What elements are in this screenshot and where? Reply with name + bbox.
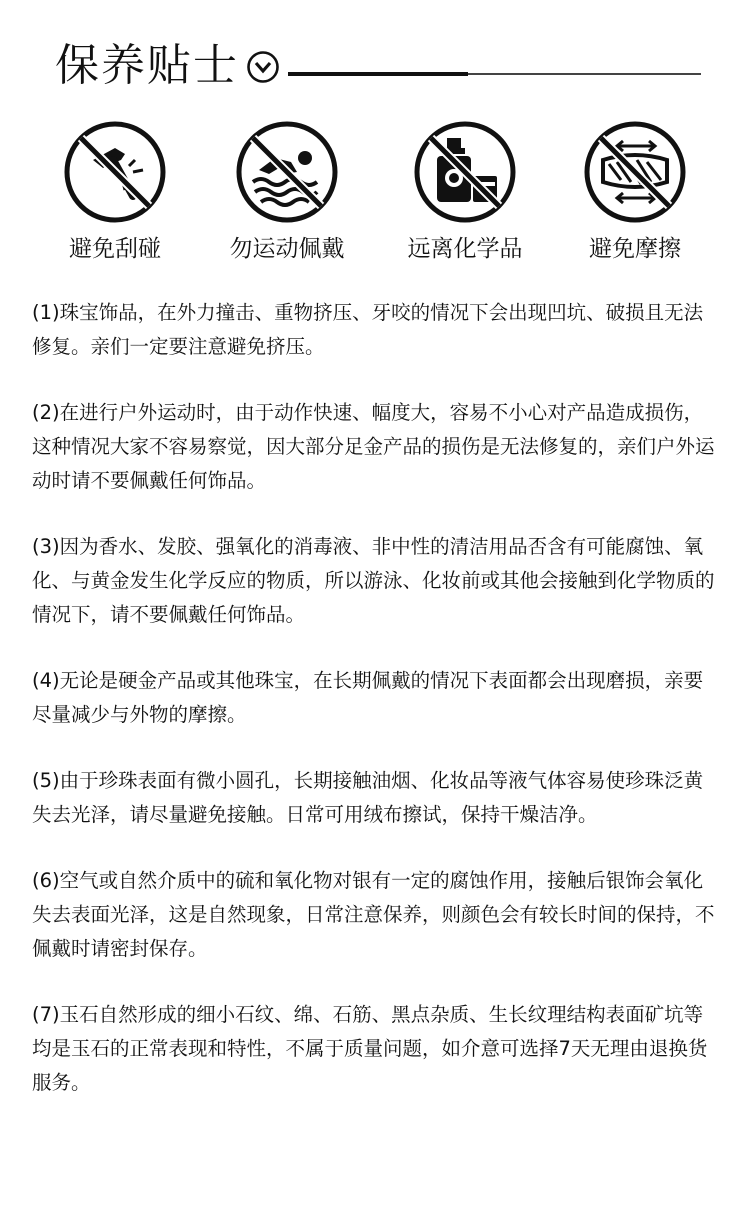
- page-title: 保养贴士: [55, 40, 239, 91]
- care-item-label: 避免刮碰: [69, 236, 161, 262]
- header-divider-thin: [468, 73, 701, 75]
- no-hammer-icon: [63, 120, 167, 224]
- header-divider-thick: [288, 72, 468, 76]
- care-tip-2: (2)在进行户外运动时，由于动作快速、幅度大，容易不小心对产品造成损伤，这种情况大家不容易察觉，因大部分足金产品的损伤是无法修复的，亲们户外运动时请不要佩戴任何饰品。: [32, 401, 715, 492]
- care-item-no-chemicals: [380, 120, 550, 270]
- no-swimming-icon: [235, 120, 339, 224]
- care-item-no-sports: [202, 120, 372, 270]
- care-item-label: 避免摩擦: [589, 236, 681, 262]
- section-header: [55, 38, 705, 98]
- care-item-label: 远离化学品: [407, 236, 523, 262]
- care-tips-list: [32, 296, 722, 1132]
- no-chemicals-icon: [413, 120, 517, 224]
- care-icons-row: [30, 120, 720, 270]
- care-item-label: 勿运动佩戴: [229, 236, 345, 262]
- care-tip-1: (1)珠宝饰品，在外力撞击、重物挤压、牙咬的情况下会出现凹坑、破损且无法修复。亲们一定要注意避免挤压。: [32, 301, 704, 358]
- care-item-no-bump: [30, 120, 200, 270]
- care-item-no-friction: [550, 120, 720, 270]
- care-tip-4: (4)无论是硬金产品或其他珠宝，在长期佩戴的情况下表面都会出现磨损，亲要尽量减少与外物的摩擦。: [32, 669, 704, 726]
- care-tip-5: (5)由于珍珠表面有微小圆孔，长期接触油烟、化妆品等液气体容易使珍珠泛黄失去光泽，请尽量避免接触。日常可用绒布擦试，保持干燥洁净。: [32, 769, 704, 826]
- care-tip-6: (6)空气或自然介质中的硫和氧化物对银有一定的腐蚀作用，接触后银饰会氧化失去表面光泽，这是自然现象，日常注意保养，则颜色会有较长时间的保持，不佩戴时请密封保存。: [32, 869, 715, 960]
- chevron-down-icon: [246, 50, 280, 84]
- care-tip-3: (3)因为香水、发胶、强氧化的消毒液、非中性的清洁用品否含有可能腐蚀、氧化、与黄金发生化学反应的物质，所以游泳、化妆前或其他会接触到化学物质的情况下，请不要佩戴任何饰品。: [32, 535, 715, 626]
- care-tip-7: (7)玉石自然形成的细小石纹、绵、石筋、黑点杂质、生长纹理结构表面矿坑等均是玉石的正常表现和特性，不属于质量问题，如介意可选择7天无理由退换货服务。: [32, 1003, 708, 1094]
- no-friction-icon: [583, 120, 687, 224]
